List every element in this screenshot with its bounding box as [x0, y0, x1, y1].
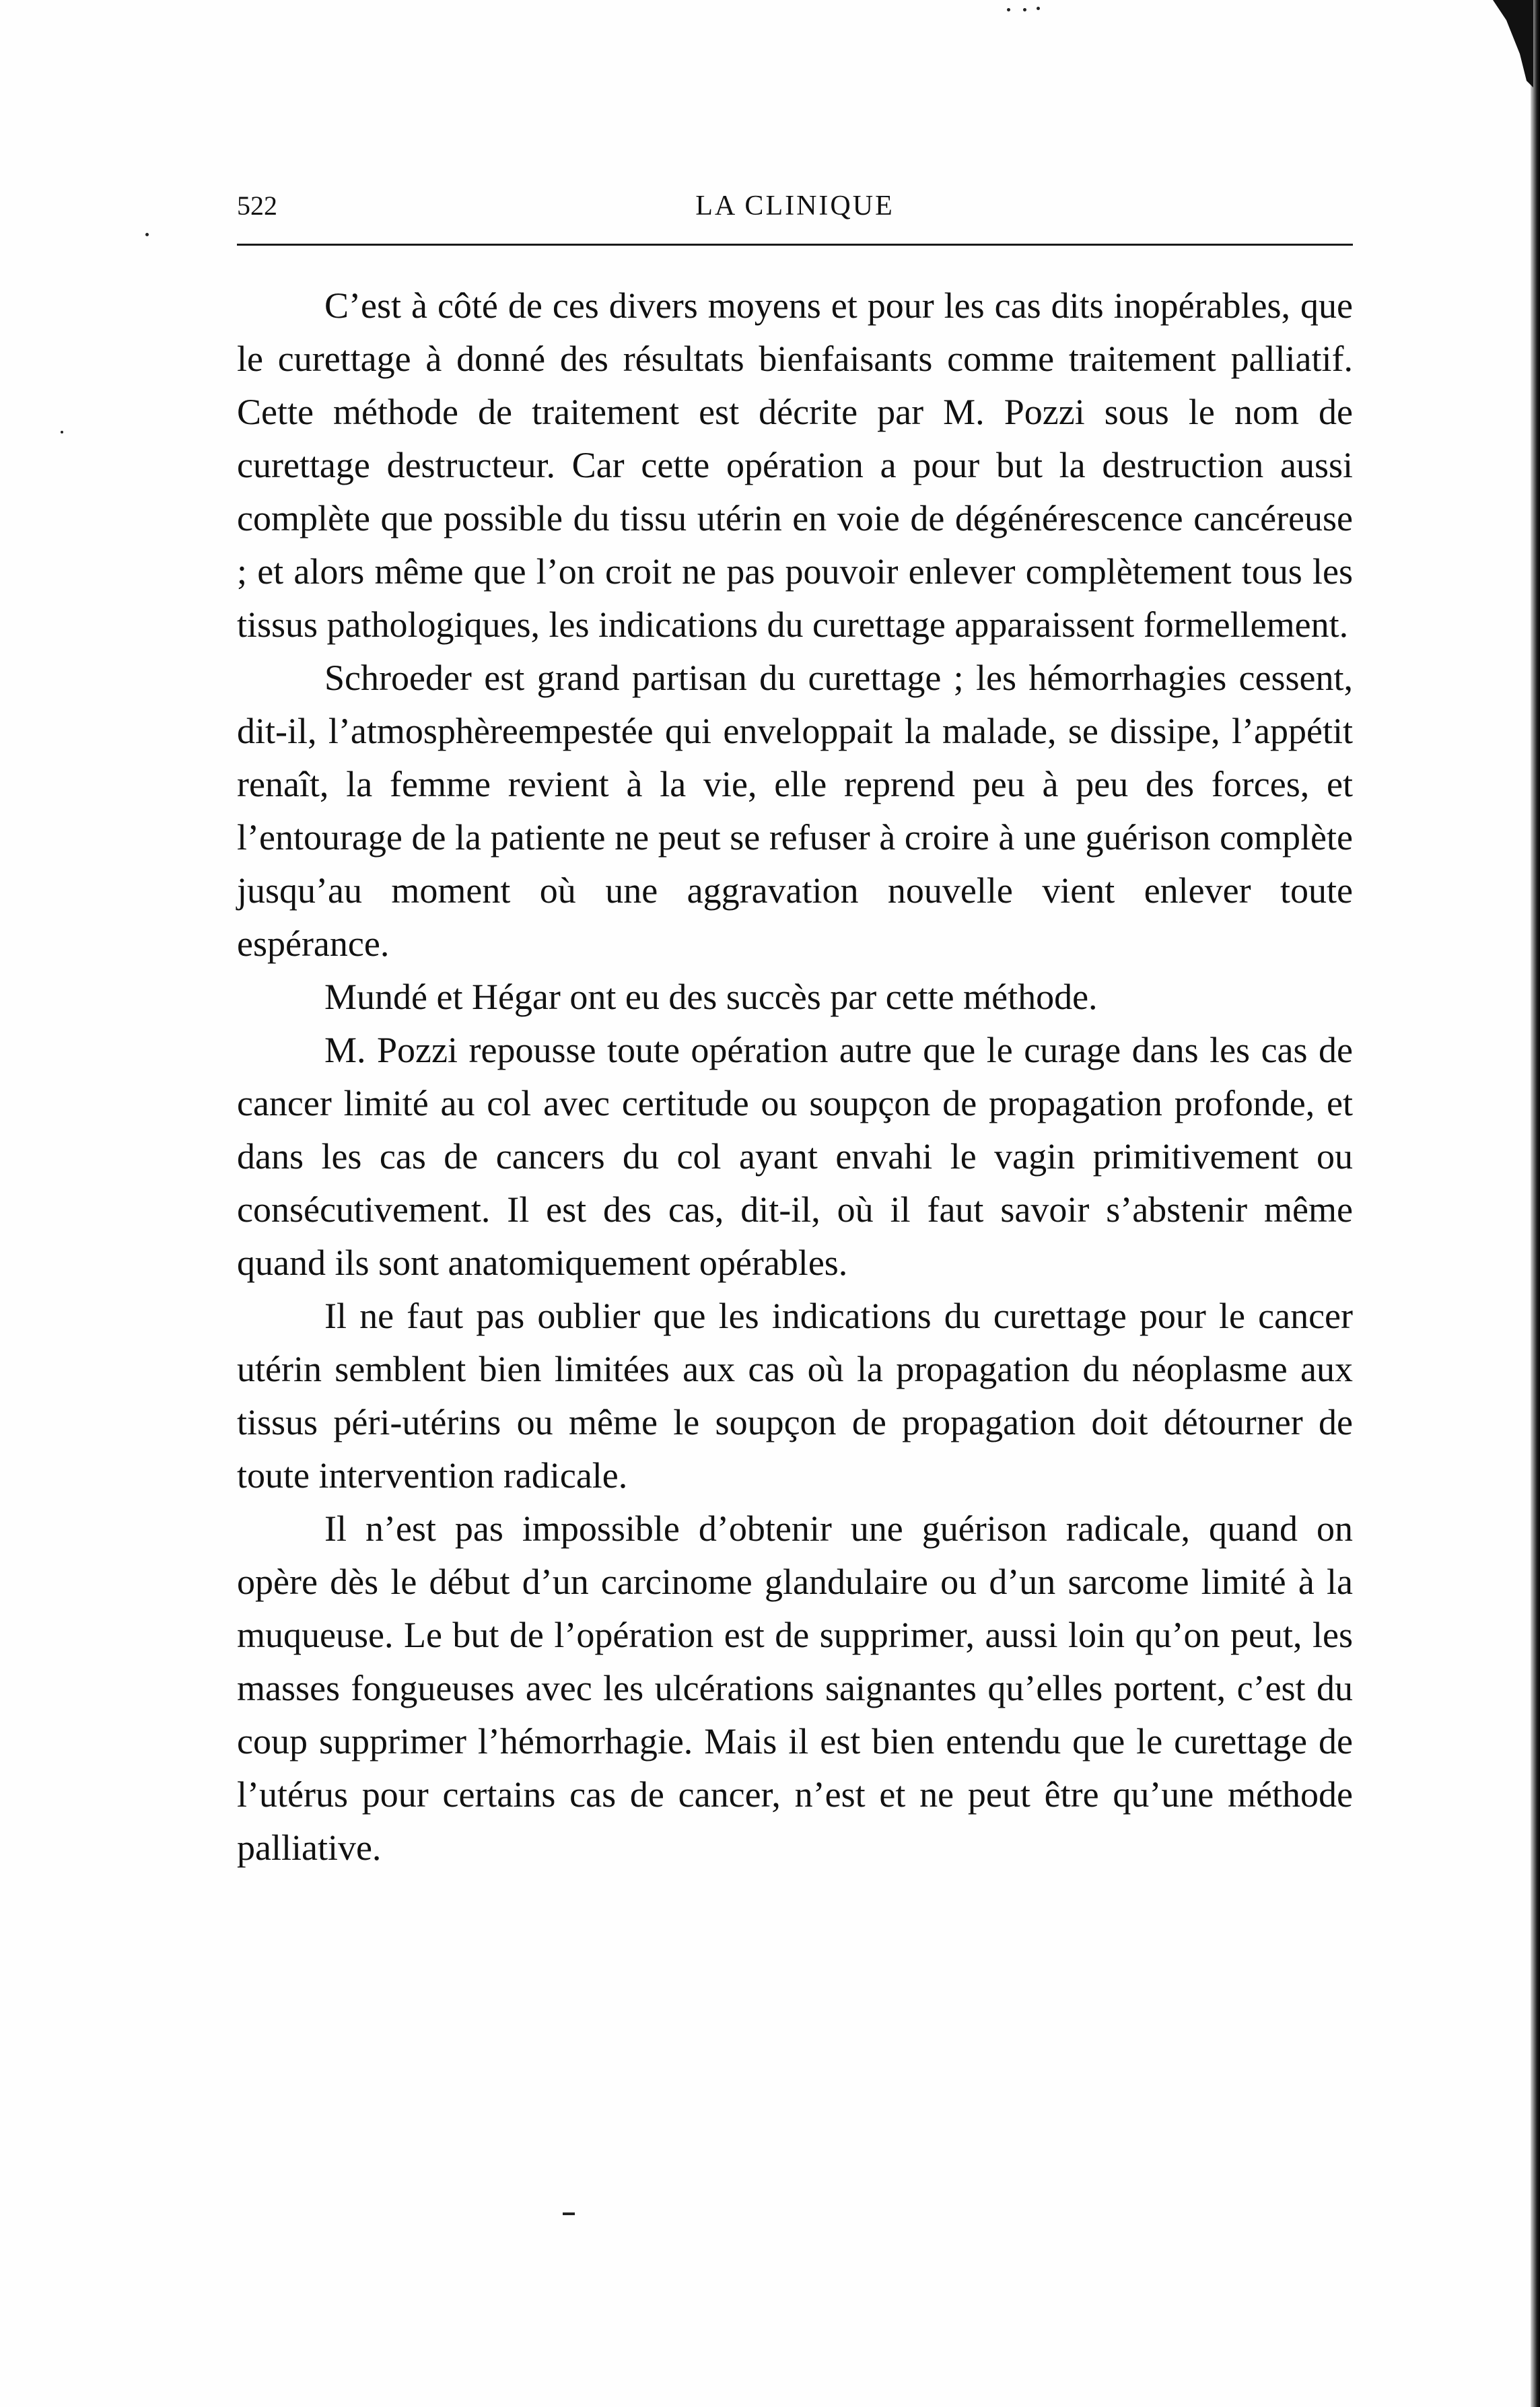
paragraph: C’est à côté de ces divers moyens et pour les cas dits inopérables, que le curettage à donné des résultats bienfaisants comme traitement palliatif. Cette méthode de traitement est décrite par M. Pozzi sous le nom de curettage destructeur. Car cette opération a pour but la destruction aussi complète que possible du tissu utérin en voie de dégénérescence cancéreuse ; et alors même que l’on croit ne pas pouvoir enlever complètement tous les tissus pathologiques, les indications du curettage apparaissent formellement.	[237, 285, 1353, 645]
paragraph: Il n’est pas impossible d’obtenir une guérison radicale, quand on opère dès le début d’un carcinome glandulaire ou d’un sarcome limité à la muqueuse. Le but de l’opération est de supprimer, aussi loin qu’on peut, les masses fongueuses avec les ulcérations saignantes qu’elles portent, c’est du coup supprimer l’hémorrhagie. Mais il est bien entendu que le curettage de l’utérus pour certains cas de cancer, n’est et ne peut être qu’une méthode palliative.	[237, 1508, 1353, 1868]
paragraph: Mundé et Hégar ont eu des succès par cette méthode.	[324, 977, 1098, 1017]
scan-speck	[145, 233, 149, 236]
scan-speck	[1007, 8, 1010, 11]
page-number: 522	[237, 190, 277, 221]
bottom-mark	[563, 2212, 575, 2215]
paragraph: M. Pozzi repousse toute opération autre que le curage dans les cas de cancer limité au col avec certitude ou soupçon de propagation profonde, et dans les cas de cancers du col ayant envahi le vagin primitivement ou consécutivement. Il est des cas, dit-il, où il faut savoir s’abstenir même quand ils sont anatomiquement opérables.	[237, 1030, 1353, 1283]
paragraph: Schroeder est grand partisan du curettage ; les hémorrhagies cessent, dit-il, l’atmosphèreempestée qui enveloppait la malade, se dissipe, l’appétit renaît, la femme revient à la vie, elle reprend peu à peu des forces, et l’entourage de la patiente ne peut se refuser à croire à une guérison complète jusqu’au moment où une aggravation nouvelle vient enlever toute espérance.	[237, 658, 1353, 964]
scan-speck	[1023, 8, 1026, 11]
running-title: LA CLINIQUE	[695, 190, 895, 221]
scan-speck	[61, 431, 63, 433]
binding-corner-shadow	[1493, 0, 1533, 88]
scan-speck	[1037, 7, 1040, 10]
page-header	[237, 186, 1353, 226]
paragraph: Il ne faut pas oublier que les indications du curettage pour le cancer utérin semblent bien limitées aux cas où la propagation du néoplasme aux tissus péri-utérins ou même le soupçon de propagation doit détourner de toute intervention radicale.	[237, 1296, 1353, 1496]
header-rule	[237, 244, 1353, 246]
body-text	[237, 279, 1353, 1875]
binding-edge	[1531, 0, 1540, 2407]
